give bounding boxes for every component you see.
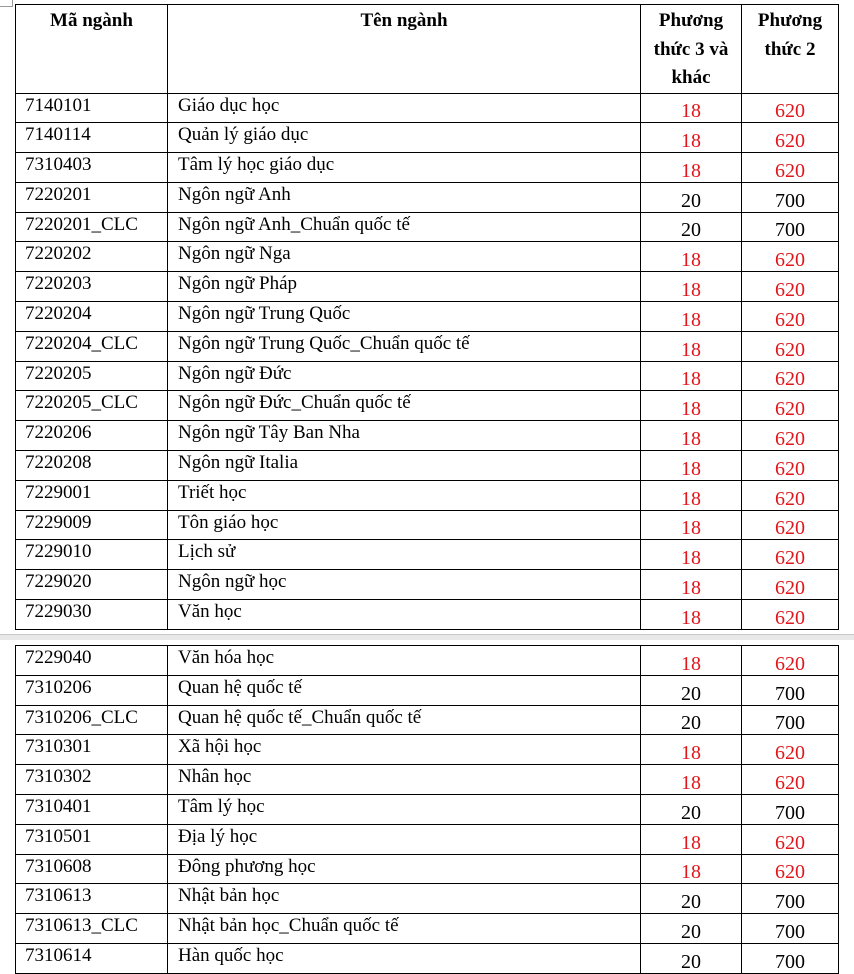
method2-score-cell: 700 bbox=[742, 675, 839, 705]
code-cell: 7220201_CLC bbox=[16, 212, 168, 242]
method2-score-cell: 700 bbox=[742, 943, 839, 973]
code-cell: 7229009 bbox=[16, 510, 168, 540]
table-row bbox=[16, 153, 839, 183]
table-row bbox=[16, 361, 839, 391]
method2-score-cell: 700 bbox=[742, 884, 839, 914]
code-cell: 7310608 bbox=[16, 854, 168, 884]
name-cell: Địa lý học bbox=[168, 824, 641, 854]
name-cell: Quản lý giáo dục bbox=[168, 123, 641, 153]
name-cell: Quan hệ quốc tế bbox=[168, 675, 641, 705]
name-cell: Xã hội học bbox=[168, 735, 641, 765]
method2-score-cell: 700 bbox=[742, 182, 839, 212]
method3-score-cell: 18 bbox=[641, 451, 742, 481]
method2-score-cell: 620 bbox=[742, 600, 839, 630]
method2-score-cell: 700 bbox=[742, 914, 839, 944]
method3-score-cell: 18 bbox=[641, 361, 742, 391]
table-header-row bbox=[16, 5, 839, 94]
code-cell: 7140101 bbox=[16, 93, 168, 123]
code-cell: 7220204 bbox=[16, 302, 168, 332]
name-cell: Nhân học bbox=[168, 765, 641, 795]
name-cell: Văn hóa học bbox=[168, 646, 641, 676]
method2-score-cell: 620 bbox=[742, 480, 839, 510]
method3-score-cell: 18 bbox=[641, 765, 742, 795]
table-row bbox=[16, 242, 839, 272]
method3-score-cell: 20 bbox=[641, 794, 742, 824]
table-row bbox=[16, 705, 839, 735]
name-cell: Ngôn ngữ Anh bbox=[168, 182, 641, 212]
method3-score-cell: 20 bbox=[641, 914, 742, 944]
code-cell: 7229010 bbox=[16, 540, 168, 570]
method3-score-cell: 18 bbox=[641, 570, 742, 600]
code-cell: 7229030 bbox=[16, 600, 168, 630]
table-row bbox=[16, 884, 839, 914]
code-cell: 7310613 bbox=[16, 884, 168, 914]
table-row bbox=[16, 391, 839, 421]
method2-score-cell: 620 bbox=[742, 421, 839, 451]
name-cell: Triết học bbox=[168, 480, 641, 510]
method2-score-cell: 620 bbox=[742, 93, 839, 123]
method3-score-cell: 18 bbox=[641, 331, 742, 361]
table-row bbox=[16, 600, 839, 630]
code-cell: 7220203 bbox=[16, 272, 168, 302]
method2-score-cell: 700 bbox=[742, 794, 839, 824]
table-row bbox=[16, 510, 839, 540]
method3-score-cell: 20 bbox=[641, 182, 742, 212]
name-cell: Ngôn ngữ Italia bbox=[168, 451, 641, 481]
method3-score-cell: 18 bbox=[641, 646, 742, 676]
name-cell: Ngôn ngữ Trung Quốc_Chuẩn quốc tế bbox=[168, 331, 641, 361]
code-cell: 7220205_CLC bbox=[16, 391, 168, 421]
table-row bbox=[16, 824, 839, 854]
name-cell: Ngôn ngữ học bbox=[168, 570, 641, 600]
table-row bbox=[16, 272, 839, 302]
method2-score-cell: 620 bbox=[742, 570, 839, 600]
code-cell: 7220208 bbox=[16, 451, 168, 481]
name-cell: Nhật bản học_Chuẩn quốc tế bbox=[168, 914, 641, 944]
method2-score-cell: 620 bbox=[742, 361, 839, 391]
name-cell: Quan hệ quốc tế_Chuẩn quốc tế bbox=[168, 705, 641, 735]
table-row bbox=[16, 212, 839, 242]
method2-score-cell: 620 bbox=[742, 302, 839, 332]
name-cell: Đông phương học bbox=[168, 854, 641, 884]
admission-table-page-2 bbox=[15, 645, 839, 974]
method3-score-cell: 20 bbox=[641, 943, 742, 973]
method3-score-cell: 20 bbox=[641, 675, 742, 705]
table-row bbox=[16, 914, 839, 944]
table-row bbox=[16, 646, 839, 676]
code-cell: 7310501 bbox=[16, 824, 168, 854]
table-row bbox=[16, 123, 839, 153]
code-cell: 7220204_CLC bbox=[16, 331, 168, 361]
method2-score-cell: 620 bbox=[742, 123, 839, 153]
method3-score-cell: 18 bbox=[641, 391, 742, 421]
method3-score-cell: 18 bbox=[641, 510, 742, 540]
method3-score-cell: 20 bbox=[641, 705, 742, 735]
method2-score-cell: 620 bbox=[742, 854, 839, 884]
name-cell: Giáo dục học bbox=[168, 93, 641, 123]
method3-score-cell: 18 bbox=[641, 824, 742, 854]
method2-score-cell: 620 bbox=[742, 331, 839, 361]
name-cell: Ngôn ngữ Đức bbox=[168, 361, 641, 391]
method3-score-cell: 18 bbox=[641, 421, 742, 451]
method2-score-cell: 620 bbox=[742, 735, 839, 765]
table-row bbox=[16, 331, 839, 361]
name-cell: Ngôn ngữ Anh_Chuẩn quốc tế bbox=[168, 212, 641, 242]
table-row bbox=[16, 302, 839, 332]
method2-score-cell: 620 bbox=[742, 391, 839, 421]
code-cell: 7310206_CLC bbox=[16, 705, 168, 735]
method3-score-cell: 18 bbox=[641, 242, 742, 272]
method3-score-cell: 18 bbox=[641, 302, 742, 332]
method2-score-cell: 620 bbox=[742, 646, 839, 676]
table-row bbox=[16, 943, 839, 973]
method3-score-cell: 18 bbox=[641, 93, 742, 123]
code-cell: 7220201 bbox=[16, 182, 168, 212]
code-cell: 7220206 bbox=[16, 421, 168, 451]
code-cell: 7229001 bbox=[16, 480, 168, 510]
code-cell: 7220205 bbox=[16, 361, 168, 391]
header-method2: Phương thức 2 bbox=[742, 5, 839, 94]
name-cell: Lịch sử bbox=[168, 540, 641, 570]
header-method3: Phương thức 3 và khác bbox=[641, 5, 742, 94]
header-code: Mã ngành bbox=[16, 5, 168, 94]
table-row bbox=[16, 794, 839, 824]
method3-score-cell: 20 bbox=[641, 212, 742, 242]
method3-score-cell: 18 bbox=[641, 540, 742, 570]
page-break-separator bbox=[0, 634, 854, 640]
method3-score-cell: 18 bbox=[641, 600, 742, 630]
method3-score-cell: 18 bbox=[641, 272, 742, 302]
name-cell: Văn học bbox=[168, 600, 641, 630]
name-cell: Ngôn ngữ Trung Quốc bbox=[168, 302, 641, 332]
method3-score-cell: 18 bbox=[641, 153, 742, 183]
method3-score-cell: 20 bbox=[641, 884, 742, 914]
method2-score-cell: 620 bbox=[742, 451, 839, 481]
code-cell: 7310613_CLC bbox=[16, 914, 168, 944]
method2-score-cell: 620 bbox=[742, 824, 839, 854]
code-cell: 7140114 bbox=[16, 123, 168, 153]
code-cell: 7229040 bbox=[16, 646, 168, 676]
code-cell: 7310301 bbox=[16, 735, 168, 765]
table-row bbox=[16, 93, 839, 123]
table-row bbox=[16, 182, 839, 212]
table-row bbox=[16, 675, 839, 705]
method2-score-cell: 620 bbox=[742, 153, 839, 183]
name-cell: Ngôn ngữ Tây Ban Nha bbox=[168, 421, 641, 451]
table-row bbox=[16, 735, 839, 765]
method3-score-cell: 18 bbox=[641, 854, 742, 884]
method2-score-cell: 620 bbox=[742, 510, 839, 540]
name-cell: Nhật bản học bbox=[168, 884, 641, 914]
admission-table-page-1 bbox=[15, 4, 839, 630]
name-cell: Tâm lý học giáo dục bbox=[168, 153, 641, 183]
method2-score-cell: 620 bbox=[742, 765, 839, 795]
method2-score-cell: 620 bbox=[742, 540, 839, 570]
code-cell: 7310403 bbox=[16, 153, 168, 183]
code-cell: 7310614 bbox=[16, 943, 168, 973]
table-row bbox=[16, 451, 839, 481]
name-cell: Hàn quốc học bbox=[168, 943, 641, 973]
method2-score-cell: 620 bbox=[742, 242, 839, 272]
table-row bbox=[16, 540, 839, 570]
name-cell: Tâm lý học bbox=[168, 794, 641, 824]
table-row bbox=[16, 765, 839, 795]
page-corner-marker bbox=[0, 0, 13, 7]
table-row bbox=[16, 480, 839, 510]
method3-score-cell: 18 bbox=[641, 123, 742, 153]
method2-score-cell: 620 bbox=[742, 272, 839, 302]
table-row bbox=[16, 570, 839, 600]
code-cell: 7310302 bbox=[16, 765, 168, 795]
name-cell: Ngôn ngữ Đức_Chuẩn quốc tế bbox=[168, 391, 641, 421]
table-row bbox=[16, 854, 839, 884]
method2-score-cell: 700 bbox=[742, 705, 839, 735]
method3-score-cell: 18 bbox=[641, 735, 742, 765]
method2-score-cell: 700 bbox=[742, 212, 839, 242]
name-cell: Ngôn ngữ Pháp bbox=[168, 272, 641, 302]
code-cell: 7310401 bbox=[16, 794, 168, 824]
header-name: Tên ngành bbox=[168, 5, 641, 94]
table-row bbox=[16, 421, 839, 451]
code-cell: 7310206 bbox=[16, 675, 168, 705]
code-cell: 7229020 bbox=[16, 570, 168, 600]
method3-score-cell: 18 bbox=[641, 480, 742, 510]
name-cell: Ngôn ngữ Nga bbox=[168, 242, 641, 272]
name-cell: Tôn giáo học bbox=[168, 510, 641, 540]
code-cell: 7220202 bbox=[16, 242, 168, 272]
